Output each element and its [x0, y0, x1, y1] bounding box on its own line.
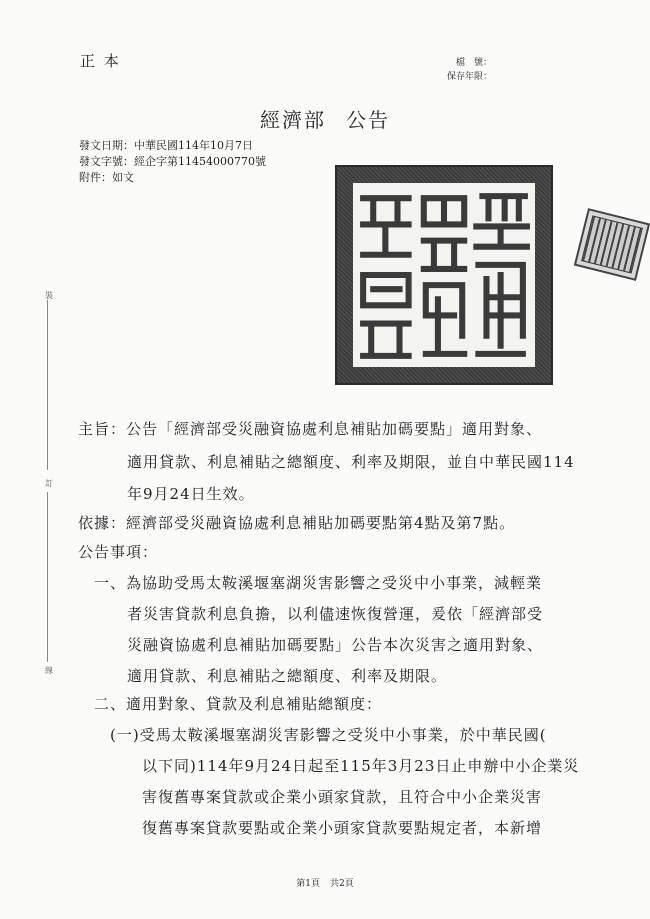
binding-mark-2: 訂: [45, 479, 53, 488]
item1-line-4: 適用貸款、利息補貼之總額度、利率及期限。: [127, 667, 448, 685]
retention-label: 保存年限：: [446, 72, 492, 82]
issue-date: 發文日期：中華民國114年10月7日: [79, 139, 253, 152]
subject-line-3: 年9月24日生效。: [127, 485, 255, 503]
agency-name: 經濟部: [260, 108, 326, 132]
page-total: 共2頁: [330, 879, 354, 889]
item2-sub1-line-4: 復舊專案貸款要點或企業小頭家貸款要點規定者，本新增: [142, 819, 543, 837]
binding-mark-1: 裝: [45, 291, 53, 300]
page-number: 第1頁: [296, 879, 320, 889]
item2-sub1-line-3: 害復舊專案貸款或企業小頭家貸款，且符合中小企業災害: [142, 788, 543, 806]
notice-heading: 公告事項：: [78, 543, 159, 561]
file-meta: [430, 56, 492, 84]
attachment: 附件：如文: [79, 171, 134, 184]
copy-label: 正 本: [80, 52, 121, 70]
basis-line: 依據：經濟部受災融資協處利息補貼加碼要點第4點及第7點。: [78, 514, 516, 532]
document-type: 公告: [346, 108, 390, 132]
item1-line-1: 一、為協助受馬太鞍溪堰塞湖災害影響之受災中小事業，減輕業: [94, 574, 543, 592]
subject-line-1: 主旨：公告「經濟部受災融資協處利息補貼加碼要點」適用對象、: [78, 420, 543, 438]
item2-sub1-line-1: (一)受馬太鞍溪堰塞湖災害影響之受災中小事業，於中華民國(: [110, 726, 547, 744]
item2-heading: 二、適用對象、貸款及利息補貼總額度：: [94, 695, 383, 713]
item1-line-3: 災融資協處利息補貼加碼要點」公告本次災害之適用對象、: [127, 636, 544, 654]
side-stamp: [574, 208, 650, 281]
margin-line-1: [47, 300, 48, 470]
file-number-label: 檔 號：: [455, 58, 492, 68]
item2-sub1-line-2: 以下同)114年9月24日起至115年3月23日止申辦中小企業災: [142, 757, 580, 775]
binding-mark-3: 線: [45, 666, 53, 675]
page-footer: [0, 876, 650, 889]
stamp-script-icon: [581, 215, 643, 273]
page-title: [0, 104, 650, 133]
subject-line-2: 適用貸款、利息補貼之總額度、利率及期限，並自中華民國114: [127, 453, 575, 471]
margin-line-2: [47, 492, 48, 662]
item1-line-2: 者災害貸款利息負擔，以利儘速恢復營運，爰依「經濟部受: [127, 605, 544, 623]
official-seal: [335, 165, 553, 385]
issue-number: 發文字號：經企字第11454000770號: [79, 155, 266, 168]
seal-script-icon: [353, 183, 535, 367]
issue-info: [79, 138, 266, 186]
